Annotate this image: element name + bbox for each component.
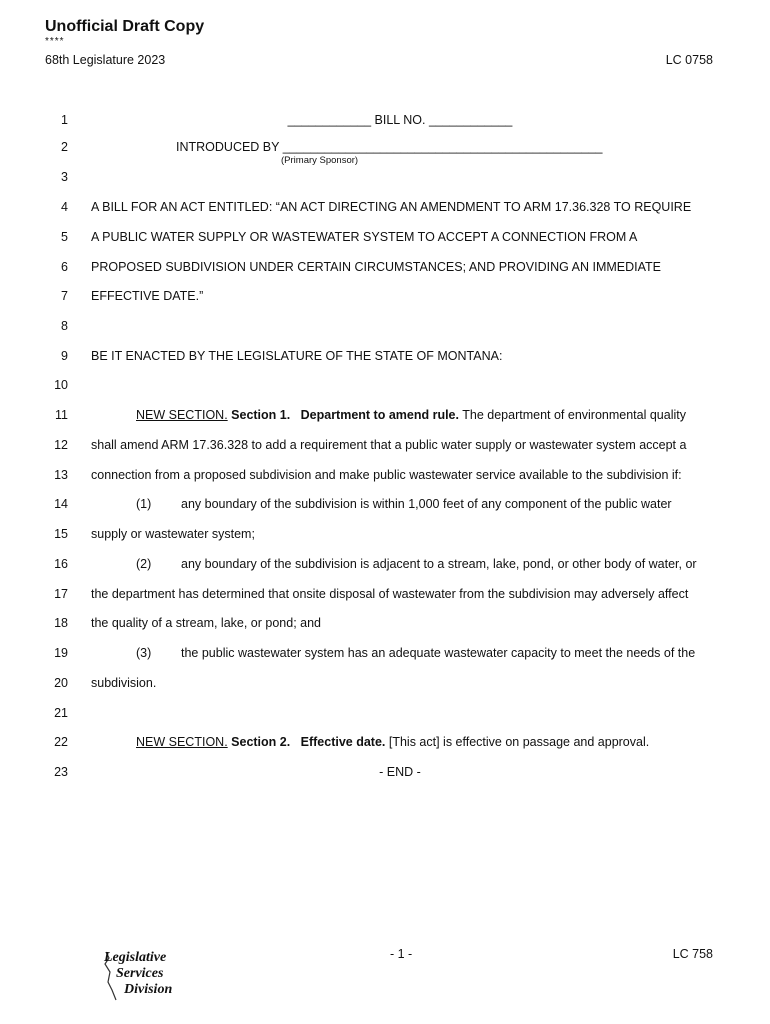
bill-line-9 (0, 349, 770, 367)
line-number: 1 (61, 113, 68, 127)
subsection-number: (3) (136, 646, 152, 660)
document-title: Unofficial Draft Copy (45, 18, 205, 35)
section-heading: Effective date. (300, 735, 386, 749)
subsection-text: any boundary of the subdivision is adjacent to a stream, lake, pond, or other body of water, or (181, 557, 697, 571)
bill-line-13 (0, 468, 770, 486)
footer-lc-number: LC 758 (672, 947, 713, 961)
introduced-by: INTRODUCED BY ______________________________________________ (176, 140, 603, 154)
line-number: 19 (54, 646, 68, 660)
bill-line-19 (0, 646, 770, 664)
subsection-number: (1) (136, 497, 152, 511)
logo-text-line: Division (124, 982, 173, 997)
bill-line-23 (0, 765, 770, 783)
bill-line-8 (0, 319, 770, 337)
end-marker: - END - (379, 765, 421, 779)
new-section-label: NEW SECTION. (136, 408, 228, 422)
line-number: 21 (54, 706, 68, 720)
bill-line-16 (0, 557, 770, 575)
bill-line-11 (0, 408, 770, 426)
bill-line-3 (0, 170, 770, 188)
bill-line-4 (0, 200, 770, 218)
bill-line-15 (0, 527, 770, 545)
line-number: 18 (54, 616, 68, 630)
legislature-label: 68th Legislature 2023 (45, 53, 166, 67)
legislative-services-division-logo (100, 948, 200, 1004)
line-number: 11 (55, 408, 68, 422)
line-number: 6 (61, 260, 68, 274)
bill-title-line: EFFECTIVE DATE.” (91, 289, 204, 303)
line-number: 17 (54, 587, 68, 601)
line-number: 14 (54, 497, 68, 511)
bill-title-line: PROPOSED SUBDIVISION UNDER CERTAIN CIRCUMSTANCES; AND PROVIDING AN IMMEDIATE (91, 260, 661, 274)
subsection-text: the public wastewater system has an adequate wastewater capacity to meet the needs of the (181, 646, 696, 660)
bill-line-2 (0, 140, 770, 158)
line-number: 4 (61, 200, 68, 214)
bill-title-line: A PUBLIC WATER SUPPLY OR WASTEWATER SYSTEM TO ACCEPT A CONNECTION FROM A (91, 230, 638, 244)
line-number: 3 (61, 170, 68, 184)
bill-line-6 (0, 260, 770, 278)
bill-number-line: ____________ BILL NO. ____________ (287, 113, 513, 127)
section-heading: Department to amend rule. (300, 408, 459, 422)
bill-line-21 (0, 706, 770, 724)
line-number: 5 (61, 230, 68, 244)
section-2-line (136, 735, 649, 749)
subsection-number: (2) (136, 557, 152, 571)
logo-text-line: Legislative (104, 950, 167, 965)
bill-line-22 (0, 735, 770, 753)
bill-line-10 (0, 378, 770, 396)
logo-text-line: Services (116, 966, 164, 981)
line-number: 13 (54, 468, 68, 482)
subsection-text: any boundary of the subdivision is within 1,000 feet of any component of the public water (181, 497, 672, 511)
new-section-label: NEW SECTION. (136, 735, 228, 749)
subsection-text: subdivision. (91, 676, 157, 690)
line-number: 20 (54, 676, 68, 690)
section-text: The department of environmental quality (462, 408, 686, 422)
line-number: 23 (54, 765, 68, 779)
bill-line-7 (0, 289, 770, 307)
section-1-first-line (136, 408, 686, 422)
line-number: 9 (61, 349, 68, 363)
draft-stars: **** (45, 36, 65, 47)
primary-sponsor: (Primary Sponsor) (281, 155, 359, 166)
section-text: connection from a proposed subdivision and make public wastewater service available to the subdivision if: (91, 468, 682, 482)
line-number: 22 (54, 735, 68, 749)
bill-line-17 (0, 587, 770, 605)
line-number: 8 (61, 319, 68, 333)
bill-title-line: A BILL FOR AN ACT ENTITLED: “AN ACT DIRECTING AN AMENDMENT TO ARM 17.36.328 TO REQUIRE (91, 200, 692, 214)
line-number: 12 (54, 438, 68, 452)
enacting-clause: BE IT ENACTED BY THE LEGISLATURE OF THE STATE OF MONTANA: (91, 349, 503, 363)
bill-line-20 (0, 676, 770, 694)
line-number: 2 (61, 140, 68, 154)
subsection-text: supply or wastewater system; (91, 527, 255, 541)
bill-line-1 (0, 113, 770, 131)
line-number: 15 (54, 527, 68, 541)
section-text: shall amend ARM 17.36.328 to add a requirement that a public water supply or wastewater system accept a (91, 438, 687, 452)
lc-number: LC 0758 (665, 53, 713, 67)
page-number: - 1 - (390, 947, 413, 961)
section-number: Section 2. (231, 735, 291, 749)
subsection-text: the quality of a stream, lake, or pond; and (91, 616, 321, 630)
bill-line-18 (0, 616, 770, 634)
bill-line-14 (0, 497, 770, 515)
section-number: Section 1. (231, 408, 291, 422)
line-number: 10 (54, 378, 68, 392)
bill-line-12 (0, 438, 770, 456)
line-number: 7 (61, 289, 68, 303)
subsection-text: the department has determined that onsite disposal of wastewater from the subdivision may adversely affect (91, 587, 689, 601)
section-text: [This act] is effective on passage and approval. (388, 735, 650, 749)
bill-line-5 (0, 230, 770, 248)
line-number: 16 (54, 557, 68, 571)
